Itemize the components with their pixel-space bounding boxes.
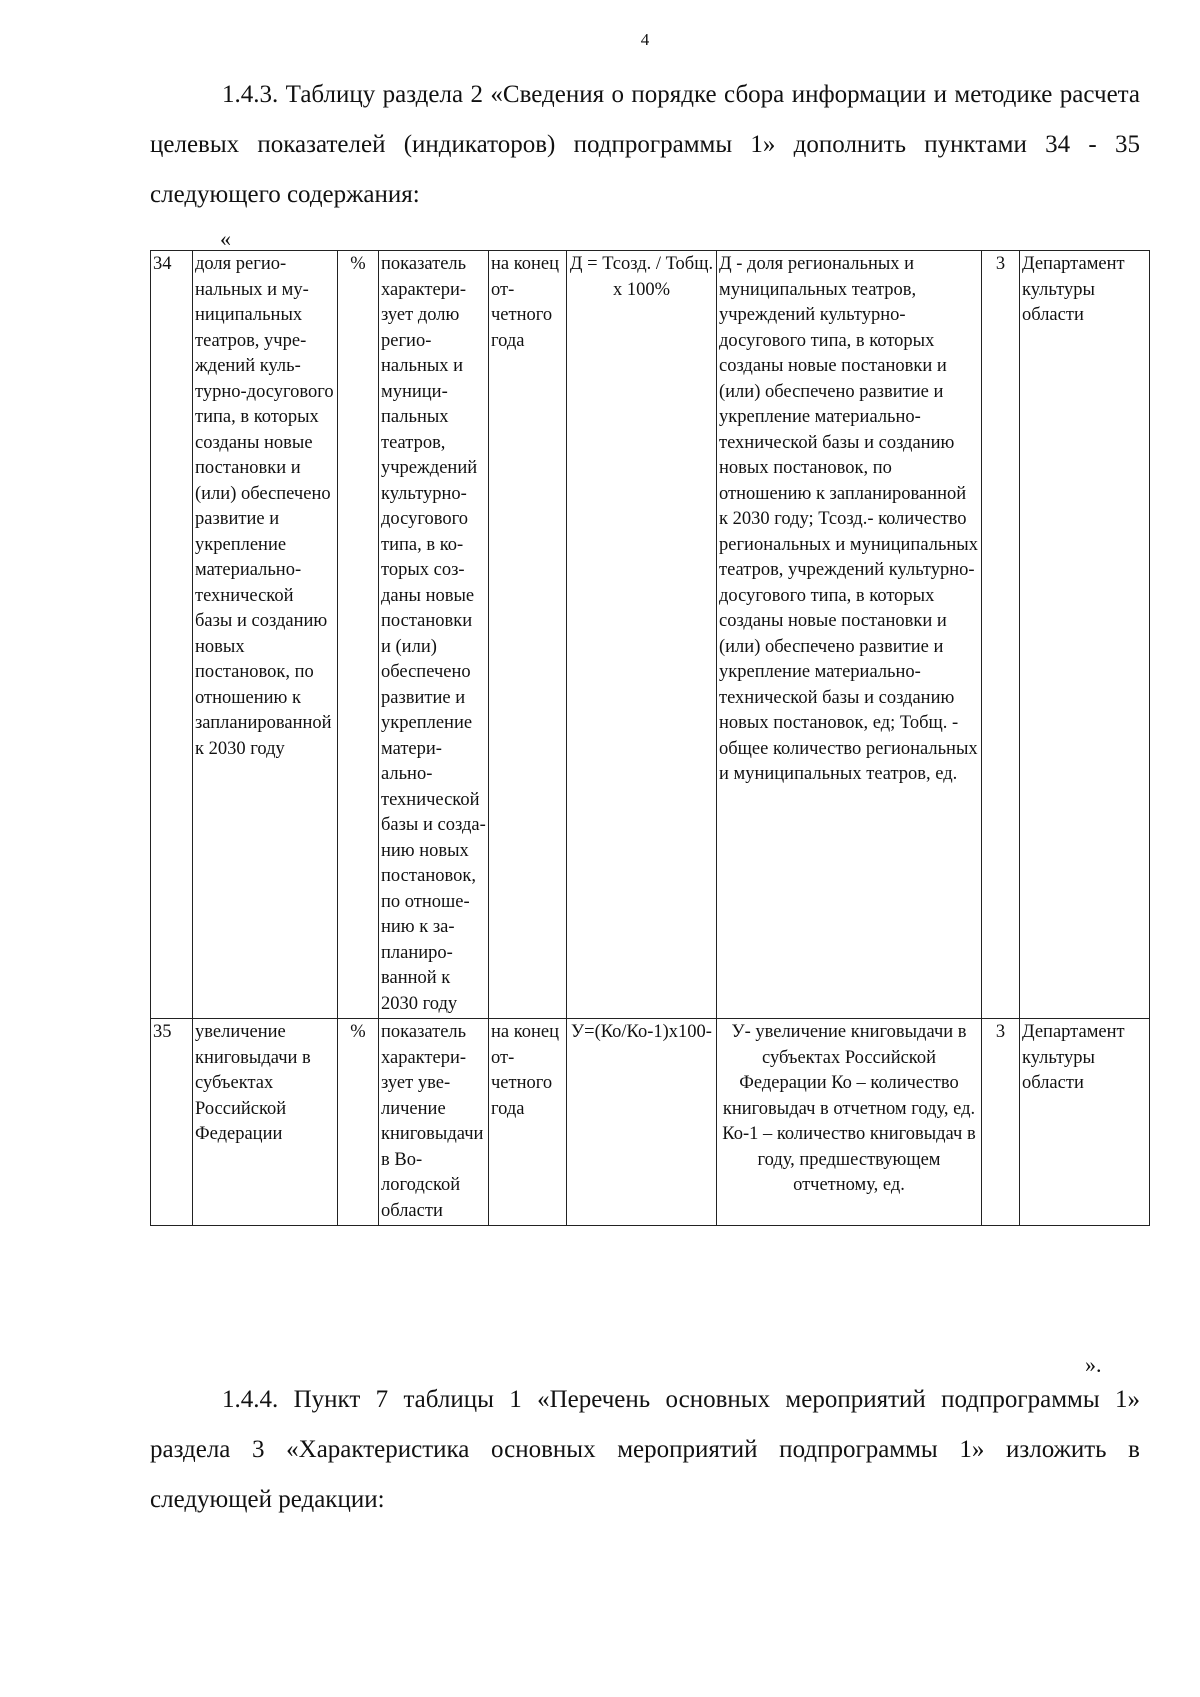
data-source-method: 3 bbox=[982, 1019, 1020, 1226]
page-number: 4 bbox=[640, 30, 650, 49]
formula-description: Д - доля региональных и муниципальных театров, учреждений культурно-досугового типа, в которых созданы новые постановки и (или) обеспечено развитие и укрепление материально-технической базы и созданию новых постановок, по отношению к запланированной к 2030 году; Тсозд.- количество региональных и муниципальных театров, учреждений культурно-досугового типа, в которых созданы новые постановки и (или) обеспечено развитие и укрепление материально-технической базы и созданию новых постановок, ед; Тобщ. - общее количество региональных и муниципальных театров, ед. bbox=[717, 251, 982, 1019]
table-row-34 bbox=[151, 251, 1150, 1019]
time-characteristic: на конец отчетного года bbox=[489, 251, 567, 1019]
formula-description: У- увеличение книговыдачи в субъектах Российской Федерации Ко – количество книговыдач в отчетном году, ед. Ко-1 – количество книговыдач в году, предшествующем отчетному, ед. bbox=[717, 1019, 982, 1226]
responsible-body: Департамент культуры области bbox=[1020, 251, 1150, 1019]
open-quote: « bbox=[220, 226, 231, 251]
responsible-body: Департамент культуры области bbox=[1020, 1019, 1150, 1226]
row-number: 34 bbox=[151, 251, 193, 1019]
indicator-definition: показатель характеризует долю региональных и муниципальных театров, учреждений культурно-досугового типа, в которых созданы новые постановки и (или) обеспечено развитие и укрепление материально-технической базы и созданию новых постановок, по отношению к запланированной к 2030 году bbox=[379, 251, 489, 1019]
calculation-formula: Д = Тсозд. / Тобщ. х 100% bbox=[567, 251, 717, 1019]
paragraph-1-4-4-text: 1.4.4. Пункт 7 таблицы 1 «Перечень основных мероприятий подпрограммы 1» раздела 3 «Характеристика основных мероприятий подпрограммы 1» изложить в следующей редакции: bbox=[150, 1386, 1140, 1513]
unit: % bbox=[338, 1019, 379, 1226]
indicators-table bbox=[150, 250, 1150, 1226]
indicator-name: доля региональных и муниципальных театров, учреждений культурно-досугового типа, в которых созданы новые постановки и (или) обеспечено развитие и укрепление материально-технической базы и созданию новых постановок, по отношению к запланированной к 2030 году bbox=[193, 251, 338, 1019]
table-row-35 bbox=[151, 1019, 1150, 1226]
paragraph-1-4-4 bbox=[150, 1375, 1140, 1525]
indicator-definition: показатель характеризует увеличение книговыдачи в Вологодской области bbox=[379, 1019, 489, 1226]
data-source-method: 3 bbox=[982, 251, 1020, 1019]
time-characteristic: на конец отчетного года bbox=[489, 1019, 567, 1226]
unit: % bbox=[338, 251, 379, 1019]
row-number: 35 bbox=[151, 1019, 193, 1226]
close-quote: ». bbox=[1085, 1352, 1102, 1377]
paragraph-1-4-3 bbox=[150, 70, 1140, 220]
calculation-formula: У=(Ко/Ко-1)х100- bbox=[567, 1019, 717, 1226]
paragraph-1-4-3-text: 1.4.3. Таблицу раздела 2 «Сведения о порядке сбора информации и методике расчета целевых показателей (индикаторов) подпрограммы 1» дополнить пунктами 34 - 35 следующего содержания: bbox=[150, 81, 1140, 208]
indicator-name: увеличение книговыдачи в субъектах Российской Федерации bbox=[193, 1019, 338, 1226]
